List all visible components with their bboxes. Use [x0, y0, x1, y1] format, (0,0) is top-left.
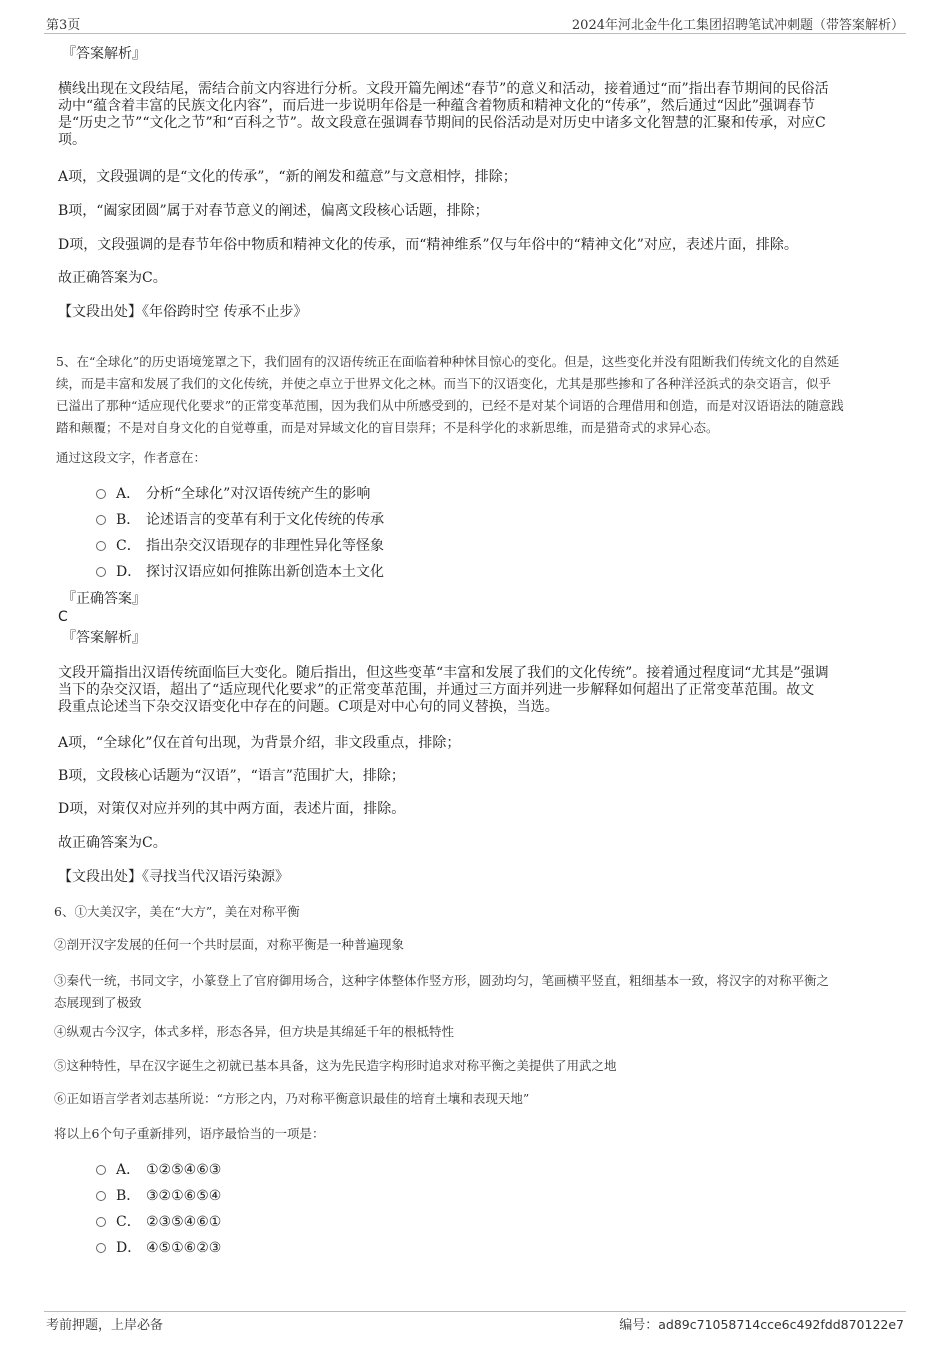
q5-option-d-note: D项，对策仅对应并列的其中两方面，表述片面，排除。: [58, 801, 406, 817]
q5-analysis-paragraph: [58, 665, 908, 716]
radio-icon[interactable]: [96, 1165, 106, 1175]
q5-option-a[interactable]: [96, 485, 370, 503]
q4-analysis-line: 横线出现在文段结尾，需结合前文内容进行分析。文段开篇先阐述“春节”的意义和活动，接着通过“而”指出春节期间的民俗活: [58, 81, 829, 97]
q5-analysis-line: 文段开篇指出汉语传统面临巨大变化。随后指出，但这些变革“丰富和发展了我们的文化传统”。接着通过程度词“尤其是”强调: [58, 665, 829, 681]
footer-divider: [44, 1311, 906, 1312]
q4-analysis-line: 项。: [58, 132, 86, 148]
q6-sentence-3: [54, 970, 906, 1014]
q6-sentence-2: ②剖开汉字发展的任何一个共时层面，对称平衡是一种普遍现象: [54, 937, 405, 952]
q5-stem-line: 5、在“全球化”的历史语境笼罩之下，我们固有的汉语传统正在面临着种种怵目惊心的变化。但是，这些变化并没有阻断我们传统文化的自然延: [56, 354, 840, 369]
q4-analysis-label: 『答案解析』: [62, 46, 146, 62]
option-letter: C．: [116, 538, 141, 554]
option-letter: A．: [116, 486, 141, 502]
option-text: ④⑤①⑥②③: [146, 1240, 222, 1256]
q6-sentence-5: ⑤这种特性，早在汉字诞生之初就已基本具备，这为先民造字构形时追求对称平衡之美提供了用武之地: [54, 1058, 617, 1073]
option-text: ②③⑤④⑥①: [146, 1214, 222, 1230]
radio-icon[interactable]: [96, 1217, 106, 1227]
q6-sentence-6: ⑥正如语言学者刘志基所说：“方形之内，乃对称平衡意识最佳的培育土壤和表现天地”: [54, 1091, 530, 1106]
q5-option-c[interactable]: [96, 537, 384, 555]
q5-option-b[interactable]: [96, 511, 384, 529]
q4-option-a-note: A项，文段强调的是“文化的传承”，“新的阐发和蕴意”与文意相悖，排除；: [58, 169, 517, 185]
radio-icon[interactable]: [96, 515, 106, 525]
radio-icon[interactable]: [96, 1243, 106, 1253]
q4-source: 【文段出处】《年俗跨时空 传承不止步》: [58, 304, 308, 320]
option-text: 论述语言的变革有利于文化传统的传承: [146, 512, 384, 528]
q4-analysis-paragraph: [58, 81, 908, 149]
q4-analysis-line: 是“历史之节”“文化之节”和“百科之节”。故文段意在强调春节期间的民俗活动是对历史中诸多文化智慧的汇聚和传承，对应C: [58, 115, 826, 131]
q5-answer-label: 『正确答案』: [62, 591, 146, 607]
radio-icon[interactable]: [96, 1191, 106, 1201]
q5-option-a-note: A项，“全球化”仅在首句出现，为背景介绍，非文段重点，排除；: [58, 735, 461, 751]
footer-code: [619, 1314, 904, 1333]
footer-code-label: 编号：: [619, 1318, 659, 1333]
q6-option-b[interactable]: [96, 1187, 221, 1205]
q5-analysis-line: 段重点论述当下杂交汉语变化中存在的问题。C项是对中心句的同义替换，当选。: [58, 699, 559, 715]
option-letter: D．: [116, 564, 142, 580]
q4-conclusion: 故正确答案为C。: [58, 270, 167, 286]
q5-stem-line: 踏和颠覆；不是对自身文化的自觉尊重，而是对异域文化的盲目崇拜；不是科学化的求新思维，而是猎奇式的求异心态。: [56, 420, 719, 435]
q6-sentence-3-line: ③秦代一统，书同文字，小篆登上了官府御用场合，这种字体整体作竖方形，圆劲均匀，笔画横平竖直，粗细基本一致，将汉字的对称平衡之: [54, 973, 830, 988]
q6-sentence-1: 6、①大美汉字，美在“大方”，美在对称平衡: [54, 904, 300, 919]
q5-conclusion: 故正确答案为C。: [58, 835, 167, 851]
q5-stem-line: 已溢出了那种“适应现代化要求”的正常变革范围，因为我们从中所感受到的，已经不是对某个词语的合理借用和创造，而是对汉语语法的随意践: [56, 398, 844, 413]
q5-analysis-line: 当下的杂交汉语，超出了“适应现代化要求”的正常变革范围，并通过三方面并列进一步解释如何超出了正常变革范围。故文: [58, 682, 815, 698]
radio-icon[interactable]: [96, 567, 106, 577]
option-text: ①②⑤④⑥③: [146, 1162, 222, 1178]
q5-source: 【文段出处】《寻找当代汉语污染源》: [58, 869, 289, 885]
option-text: ③②①⑥⑤④: [146, 1188, 222, 1204]
q5-option-d[interactable]: [96, 563, 384, 581]
footer-code-value: ad89c71058714cce6c492fdd870122e7: [658, 1317, 904, 1332]
q6-option-d[interactable]: [96, 1239, 221, 1257]
option-letter: B．: [116, 512, 141, 528]
q5-stem-line: 续，而是丰富和发展了我们的文化传统，并使之卓立于世界文化之林。而当下的汉语变化，尤其是那些掺和了各种洋泾浜式的杂交语言，似乎: [56, 376, 832, 391]
option-text: 分析“全球化”对汉语传统产生的影响: [146, 486, 371, 502]
q5-analysis-label: 『答案解析』: [62, 630, 146, 646]
q5-answer: C: [58, 609, 68, 625]
option-letter: B．: [116, 1188, 141, 1204]
option-letter: A．: [116, 1162, 141, 1178]
q4-option-b-note: B项，“阖家团圆”属于对春节意义的阐述，偏离文段核心话题，排除；: [58, 203, 489, 219]
document-title: 2024年河北金牛化工集团招聘笔试冲刺题（带答案解析）: [571, 18, 904, 33]
q6-sentence-4: ④纵观古今汉字，体式多样，形态各异，但方块是其绵延千年的根柢特性: [54, 1024, 455, 1039]
radio-icon[interactable]: [96, 489, 106, 499]
option-letter: C．: [116, 1214, 141, 1230]
q4-analysis-line: 动中“蕴含着丰富的民族文化内容”，而后进一步说明年俗是一种蕴含着物质和精神文化的“传承”，然后通过“因此”强调春节: [58, 98, 815, 114]
q6-option-c[interactable]: [96, 1213, 221, 1231]
footer-slogan: 考前押题，上岸必备: [46, 1318, 164, 1333]
q6-option-a[interactable]: [96, 1161, 221, 1179]
q5-prompt: 通过这段文字，作者意在：: [56, 450, 207, 465]
header-divider: [44, 33, 906, 34]
radio-icon[interactable]: [96, 541, 106, 551]
option-letter: D．: [116, 1240, 142, 1256]
q4-option-d-note: D项，文段强调的是春节年俗中物质和精神文化的传承，而“精神维系”仅与年俗中的“精神文化”对应，表述片面，排除。: [58, 237, 798, 253]
q5-option-b-note: B项，文段核心话题为“汉语”，“语言”范围扩大，排除；: [58, 768, 405, 784]
q5-stem: [56, 351, 908, 439]
option-text: 指出杂交汉语现存的非理性异化等怪象: [146, 538, 384, 554]
option-text: 探讨汉语应如何推陈出新创造本土文化: [146, 564, 384, 580]
q6-prompt: 将以上6个句子重新排列，语序最恰当的一项是：: [54, 1126, 325, 1141]
page-number: 第3页: [46, 18, 81, 33]
q6-sentence-3-line: 态展现到了极致: [54, 995, 142, 1010]
